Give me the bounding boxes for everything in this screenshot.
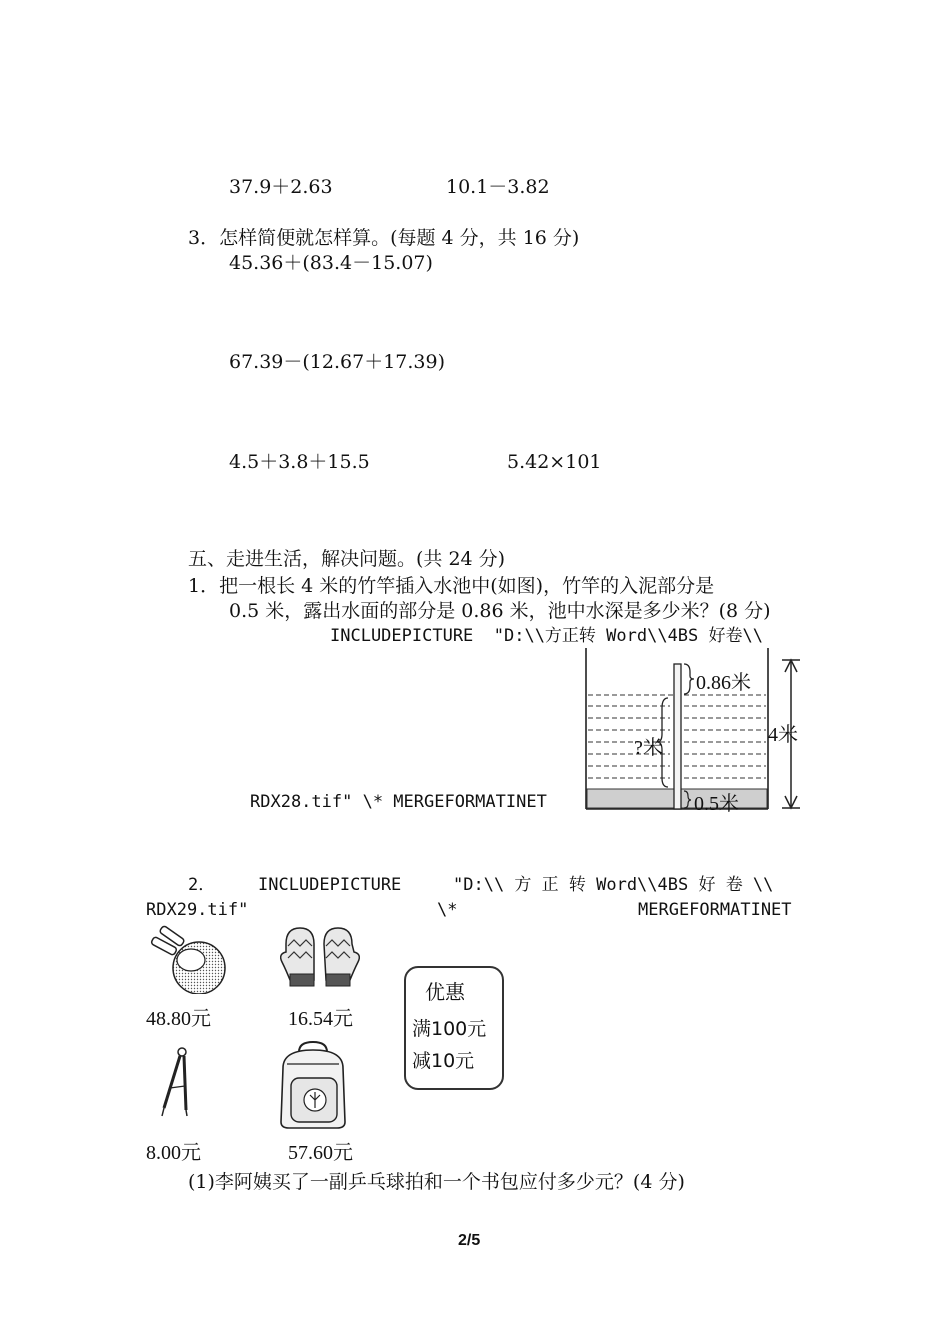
mittens-icon <box>278 924 368 994</box>
q3-item-1: 45.36＋(83.4－15.07) <box>229 252 433 274</box>
promotion-discount: 减10元 <box>412 1050 475 1072</box>
ping-pong-paddle-icon <box>145 924 235 994</box>
q3-heading: 3．怎样简便就怎样算。(每题 4 分，共 16 分) <box>188 227 580 249</box>
section5-heading: 五、走进生活，解决问题。(共 24 分) <box>188 548 506 570</box>
calc-item-1: 37.9＋2.63 <box>229 176 333 198</box>
figure-label-mud: 0.5米 <box>694 793 739 815</box>
promotion-threshold: 满100元 <box>412 1018 487 1040</box>
q2-include-format: MERGEFORMATINET <box>638 900 792 920</box>
q2-include-switch: \* <box>437 900 458 920</box>
item-price-paddle: 48.80元 <box>146 1008 211 1030</box>
q3-item-3: 4.5＋3.8＋15.5 <box>229 451 370 473</box>
q2-number: 2． <box>188 875 216 895</box>
item-price-mittens: 16.54元 <box>288 1008 353 1030</box>
item-price-backpack: 57.60元 <box>288 1142 353 1164</box>
promotion-title: 优惠 <box>425 980 465 1004</box>
figure-label-water-depth: ?米 <box>634 737 663 759</box>
figure-label-total-length: 4米 <box>768 724 798 746</box>
promotion-box <box>404 966 504 1090</box>
q2-include-field: INCLUDEPICTURE <box>258 875 402 895</box>
q2-include-file: RDX29.tif" <box>146 900 249 920</box>
calc-item-2: 10.1－3.82 <box>446 176 550 198</box>
q3-item-2: 67.39－(12.67＋17.39) <box>229 351 446 373</box>
page-number: 2/5 <box>458 1232 481 1249</box>
q2-include-path: "D:\\ 方 正 转 Word\\4BS 好 卷 \\ <box>453 875 774 895</box>
q1-line2: 0.5 米，露出水面的部分是 0.86 米，池中水深是多少米？(8 分) <box>229 600 771 622</box>
item-price-compass: 8.00元 <box>146 1142 201 1164</box>
compass-icon <box>156 1046 196 1118</box>
figure-label-above-water: 0.86米 <box>696 672 751 694</box>
q1-include-field-end: RDX28.tif" \* MERGEFORMATINET <box>250 792 547 812</box>
q1-line1: 1．把一根长 4 米的竹竿插入水池中(如图)，竹竿的入泥部分是 <box>188 575 715 597</box>
backpack-icon <box>275 1040 355 1130</box>
q1-include-field: INCLUDEPICTURE "D:\\方正转 Word\\4BS 好卷\\ <box>330 626 763 646</box>
q3-item-4: 5.42×101 <box>507 451 602 473</box>
q2-sub1: (1)李阿姨买了一副乒乓球拍和一个书包应付多少元？(4 分) <box>188 1171 685 1193</box>
